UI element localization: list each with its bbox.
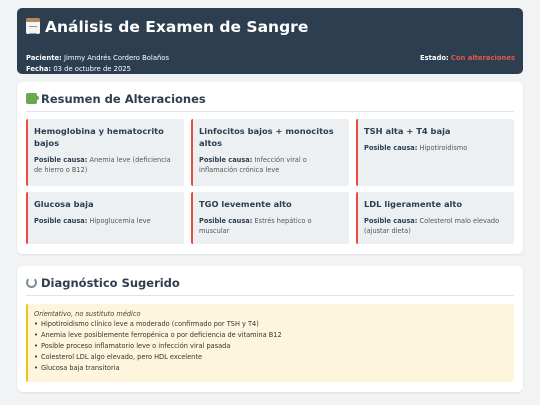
date-label: Fecha: bbox=[26, 65, 52, 73]
alteration-item bbox=[191, 192, 349, 244]
patient-value: Jimmy Andrés Cordero Bolaños bbox=[63, 54, 169, 62]
alteration-item bbox=[356, 192, 514, 244]
diagnosis-note bbox=[26, 304, 514, 382]
report-header bbox=[17, 8, 523, 74]
list-item: • Colesterol LDL algo elevado, pero HDL excelente bbox=[34, 352, 514, 363]
alteration-cause bbox=[199, 155, 349, 175]
cause-label: Posible causa: bbox=[199, 156, 253, 164]
date-info bbox=[26, 64, 131, 75]
patient-info bbox=[26, 53, 169, 64]
date-value: 03 de octubre de 2025 bbox=[53, 65, 131, 73]
alteration-title: TSH alta + T4 baja bbox=[364, 126, 451, 136]
alteration-item bbox=[26, 119, 184, 186]
alteration-item bbox=[191, 119, 349, 186]
diagnosis-list bbox=[34, 319, 514, 374]
alteration-title: Linfocitos bajos + monocitos altos bbox=[199, 126, 334, 148]
stethoscope-icon bbox=[26, 277, 37, 288]
cause-label: Posible causa: bbox=[34, 156, 88, 164]
page-title-text: Análisis de Examen de Sangre bbox=[45, 18, 309, 36]
diagnosis-title-text: Diagnóstico Sugerido bbox=[41, 276, 180, 290]
alteration-title: Hemoglobina y hematocrito bajos bbox=[34, 126, 164, 148]
summary-title bbox=[26, 92, 206, 106]
summary-title-text: Resumen de Alteraciones bbox=[41, 92, 206, 106]
clipboard-icon bbox=[26, 18, 40, 34]
alteration-item bbox=[356, 119, 514, 186]
patient-label: Paciente: bbox=[26, 54, 62, 62]
status-label: Estado: bbox=[419, 54, 449, 62]
diagnosis-divider bbox=[26, 295, 514, 296]
cause-label: Posible causa: bbox=[34, 217, 88, 225]
cause-label: Posible causa: bbox=[364, 217, 418, 225]
alteration-item bbox=[26, 192, 184, 244]
alteration-cause bbox=[34, 155, 184, 175]
summary-divider bbox=[26, 111, 514, 112]
cause-text: Anemia leve (deficiencia de hierro o B12) bbox=[34, 156, 171, 174]
cause-text: Infección viral o inflamación crónica leve bbox=[199, 156, 307, 174]
alteration-cause bbox=[364, 143, 514, 153]
alteration-cause bbox=[199, 216, 349, 236]
diagnosis-card bbox=[17, 266, 523, 392]
list-item: • Glucosa baja transitoria bbox=[34, 363, 514, 374]
alteration-cause bbox=[364, 216, 514, 236]
cause-text: Hipotiroidismo bbox=[419, 144, 468, 152]
cause-label: Posible causa: bbox=[364, 144, 418, 152]
puzzle-icon bbox=[26, 93, 37, 104]
diagnosis-disclaimer: Orientativo, no sustituto médico bbox=[34, 310, 141, 318]
cause-label: Posible causa: bbox=[199, 217, 253, 225]
page-title bbox=[26, 18, 308, 36]
alteration-cause bbox=[34, 216, 184, 226]
list-item: • Posible proceso inflamatorio leve o infección viral pasada bbox=[34, 341, 514, 352]
list-item: • Hipotiroidismo clínico leve a moderado (confirmado por TSH y T4) bbox=[34, 319, 514, 330]
cause-text: Estrés hepático o muscular bbox=[199, 217, 312, 235]
status-info bbox=[420, 53, 515, 64]
diagnosis-title bbox=[26, 276, 180, 290]
alteration-title: LDL ligeramente alto bbox=[364, 199, 463, 209]
status-badge: Con alteraciones bbox=[450, 54, 515, 62]
alteration-title: TGO levemente alto bbox=[199, 199, 292, 209]
list-item: • Anemia leve posiblemente ferropénica o por deficiencia de vitamina B12 bbox=[34, 330, 514, 341]
summary-card bbox=[17, 82, 523, 254]
cause-text: Colesterol malo elevado (ajustar dieta) bbox=[364, 217, 500, 235]
alteration-title: Glucosa baja bbox=[34, 199, 94, 209]
cause-text: Hipoglucemia leve bbox=[89, 217, 151, 225]
